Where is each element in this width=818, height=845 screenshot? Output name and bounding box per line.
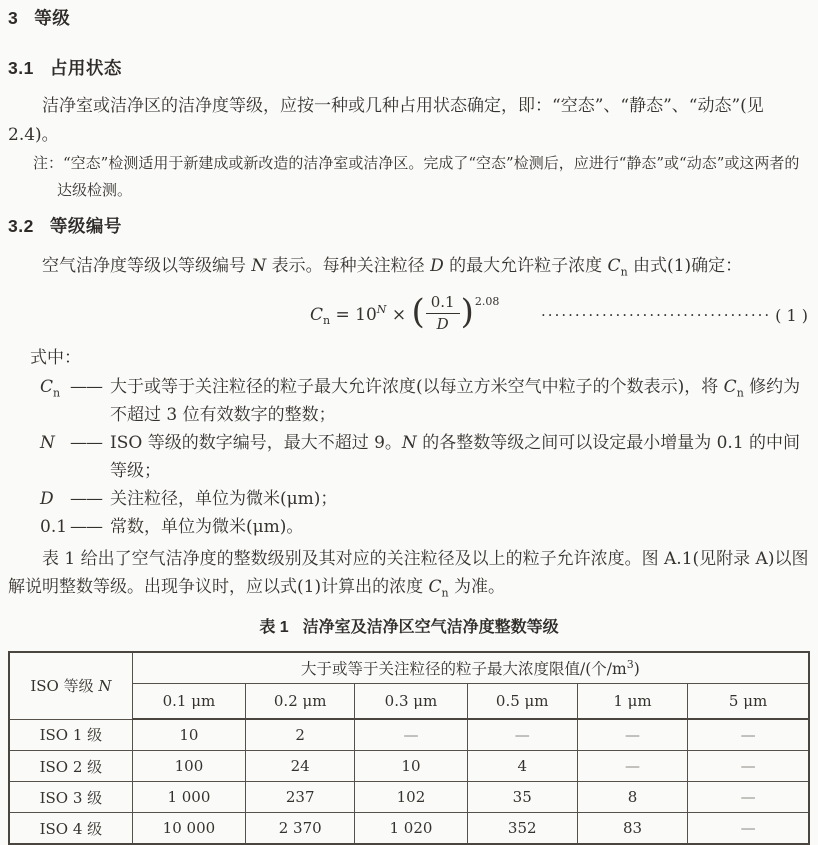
variable-D: D (430, 256, 444, 276)
table-row-iso3 (9, 782, 809, 813)
table-1-title (8, 617, 810, 639)
formula-lhs-subscript: n (323, 313, 331, 327)
text-run: ISO 等级 (30, 677, 99, 696)
variable-D: D (40, 489, 54, 509)
equals-ten: = 10 (330, 304, 377, 325)
definition-dash: —— (70, 489, 102, 509)
table-cell: — (688, 813, 809, 845)
table-cell: 10 (132, 719, 245, 751)
symbol-definition-0-1 (40, 513, 810, 541)
fraction (426, 293, 460, 334)
table-cell: 2 370 (246, 813, 355, 845)
closing-paragraph (8, 545, 810, 601)
section-title: 等级编号 (49, 216, 122, 236)
table-cell: — (577, 751, 687, 782)
text-run: 表 1 给出了空气洁净度的整数级别及其对应的关注粒径及以上的粒子允许浓度。图 A.1(见附录 A)以图解说明整数等级。出现争议时，应以式(1)计算出的浓度 (8, 549, 809, 597)
class-number-paragraph (8, 252, 810, 281)
section-number: 3.2 (8, 216, 34, 236)
variable-N: N (251, 256, 267, 276)
row-label: ISO 3 级 (9, 782, 132, 813)
text-run: ISO 等级的数字编号，最大不超过 9。 (110, 433, 402, 453)
table-cell: 24 (246, 751, 355, 782)
table-cell: 8 (577, 782, 687, 813)
header-1um: 1 μm (577, 684, 687, 720)
table-cell: 2 (246, 719, 355, 751)
row-label: ISO 4 级 (9, 813, 132, 845)
table-cell: 35 (467, 782, 577, 813)
section-3-heading (8, 6, 810, 30)
section-number: 3 (8, 8, 19, 28)
section-number: 3.1 (8, 58, 34, 78)
header-0-1um: 0.1 μm (132, 684, 245, 720)
close-paren: ) (460, 292, 474, 332)
symbol-definition-d (40, 485, 810, 513)
header-5um: 5 μm (688, 684, 809, 720)
symbol-definition-cn (40, 373, 810, 429)
formula-1-row (10, 291, 808, 339)
variable-Cn-subscript: n (736, 386, 744, 400)
variable-N: N (401, 433, 417, 453)
section-title: 占用状态 (49, 58, 122, 78)
text-run: 为准。 (448, 577, 505, 597)
text-run: 修约为不超过 3 位有效数字的整数； (110, 377, 801, 425)
text-run: 的各整数等级之间可以设定最小增量为 0.1 的中间等级； (110, 433, 801, 481)
text-run: ) (633, 660, 640, 678)
exponent-2-08: 2.08 (474, 294, 500, 308)
symbol-d (40, 485, 70, 513)
section-3-1-heading (8, 56, 810, 80)
exponent-N (377, 303, 387, 316)
formula-lhs: C (310, 304, 324, 325)
text-run: 大于或等于关注粒径的粒子最大浓度限值/(个/m (301, 660, 627, 678)
variable-Cn-subscript: n (441, 586, 449, 600)
fraction-denominator (426, 314, 460, 334)
table-row-iso4 (9, 813, 809, 845)
table-cell: — (688, 719, 809, 751)
variable-Cn: C (723, 377, 737, 397)
variable-Cn: C (607, 256, 621, 276)
superscript-3: 3 (626, 657, 634, 671)
variable-Cn-subscript: n (620, 265, 628, 279)
table-cell: 10 000 (132, 813, 245, 845)
text-run: 关注粒径，单位为微米(μm)； (110, 489, 338, 509)
note-text: “空态”检测适用于新建成或新改造的洁净室或洁净区。完成了“空态”检测后，应进行“静态”或“动态”或这两者的达级检测。 (57, 154, 800, 199)
table-cell: — (688, 782, 809, 813)
header-iso-class (9, 652, 132, 719)
text-run: 常数，单位为微米(μm)。 (110, 517, 304, 537)
table-row-iso2 (9, 751, 809, 782)
table-cell: — (355, 719, 467, 751)
table-cell: 102 (355, 782, 467, 813)
variable-N: N (98, 677, 112, 696)
occupancy-paragraph: 洁净室或洁净区的洁净度等级，应按一种或几种占用状态确定，即：“空态”、“静态”、“动态”(见 2.4)。 (8, 96, 764, 145)
open-paren: ( (411, 292, 425, 332)
note-block (33, 150, 810, 204)
multiplication-sign: × (386, 304, 412, 325)
equation-number: ( 1 ) (775, 305, 808, 325)
row-label: ISO 2 级 (9, 751, 132, 782)
symbol-cn (40, 373, 70, 429)
table-cell: 100 (132, 751, 245, 782)
text-run: 空气洁净度等级以等级编号 (42, 256, 252, 276)
row-label: ISO 1 级 (9, 719, 132, 751)
definition-text (110, 485, 810, 513)
header-0-3um: 0.3 μm (355, 684, 467, 720)
variable-D: D (436, 314, 449, 333)
header-0-2um: 0.2 μm (246, 684, 355, 720)
definition-text (110, 513, 810, 541)
definition-dash: —— (70, 517, 102, 537)
definition-text (110, 373, 810, 429)
dot-leader: ·································· (541, 306, 772, 324)
variable-Cn: C (40, 377, 54, 397)
variable-Cn-subscript: n (53, 386, 61, 400)
header-0-5um: 0.5 μm (467, 684, 577, 720)
note-label: 注： (33, 154, 64, 172)
table-cell: 83 (577, 813, 687, 845)
header-concentration-limit (132, 652, 809, 684)
symbol-definition-list (40, 373, 810, 541)
formula-1 (310, 292, 500, 336)
table-cell: — (688, 751, 809, 782)
definition-dash: —— (70, 433, 102, 453)
section-title: 等级 (34, 8, 71, 28)
table-cell: 352 (467, 813, 577, 845)
table-label: 表 1 (259, 619, 289, 636)
table-title-text: 洁净室及洁净区空气洁净度整数等级 (302, 619, 559, 636)
variable-N: N (376, 302, 387, 316)
where-intro: 式中： (30, 348, 81, 368)
variable-N: N (40, 433, 55, 453)
table-cell: 1 000 (132, 782, 245, 813)
table-cell: 237 (246, 782, 355, 813)
text-run: 表示。每种关注粒径 (266, 256, 431, 276)
table-cell: — (577, 719, 687, 751)
table-cell: 1 020 (355, 813, 467, 845)
symbol-0-1 (40, 513, 70, 541)
table-cell: 4 (467, 751, 577, 782)
definition-dash: —— (70, 377, 102, 397)
text-run: 由式(1)确定： (627, 256, 743, 276)
table-cell: — (467, 719, 577, 751)
symbol-definition-n (40, 429, 810, 485)
table-cell: 10 (355, 751, 467, 782)
variable-Cn: C (428, 577, 442, 597)
fraction-numerator: 0.1 (426, 293, 460, 314)
section-3-2-heading (8, 214, 810, 238)
cleanliness-class-table (8, 651, 810, 845)
constant-0-1: 0.1 (40, 517, 68, 537)
header-row-span (9, 652, 809, 684)
text-run: 的最大允许粒子浓度 (443, 256, 608, 276)
definition-text (110, 429, 810, 485)
symbol-n (40, 429, 70, 485)
text-run: 大于或等于关注粒径的粒子最大允许浓度(以每立方米空气中粒子的个数表示)，将 (110, 377, 724, 397)
table-row-iso1 (9, 719, 809, 751)
